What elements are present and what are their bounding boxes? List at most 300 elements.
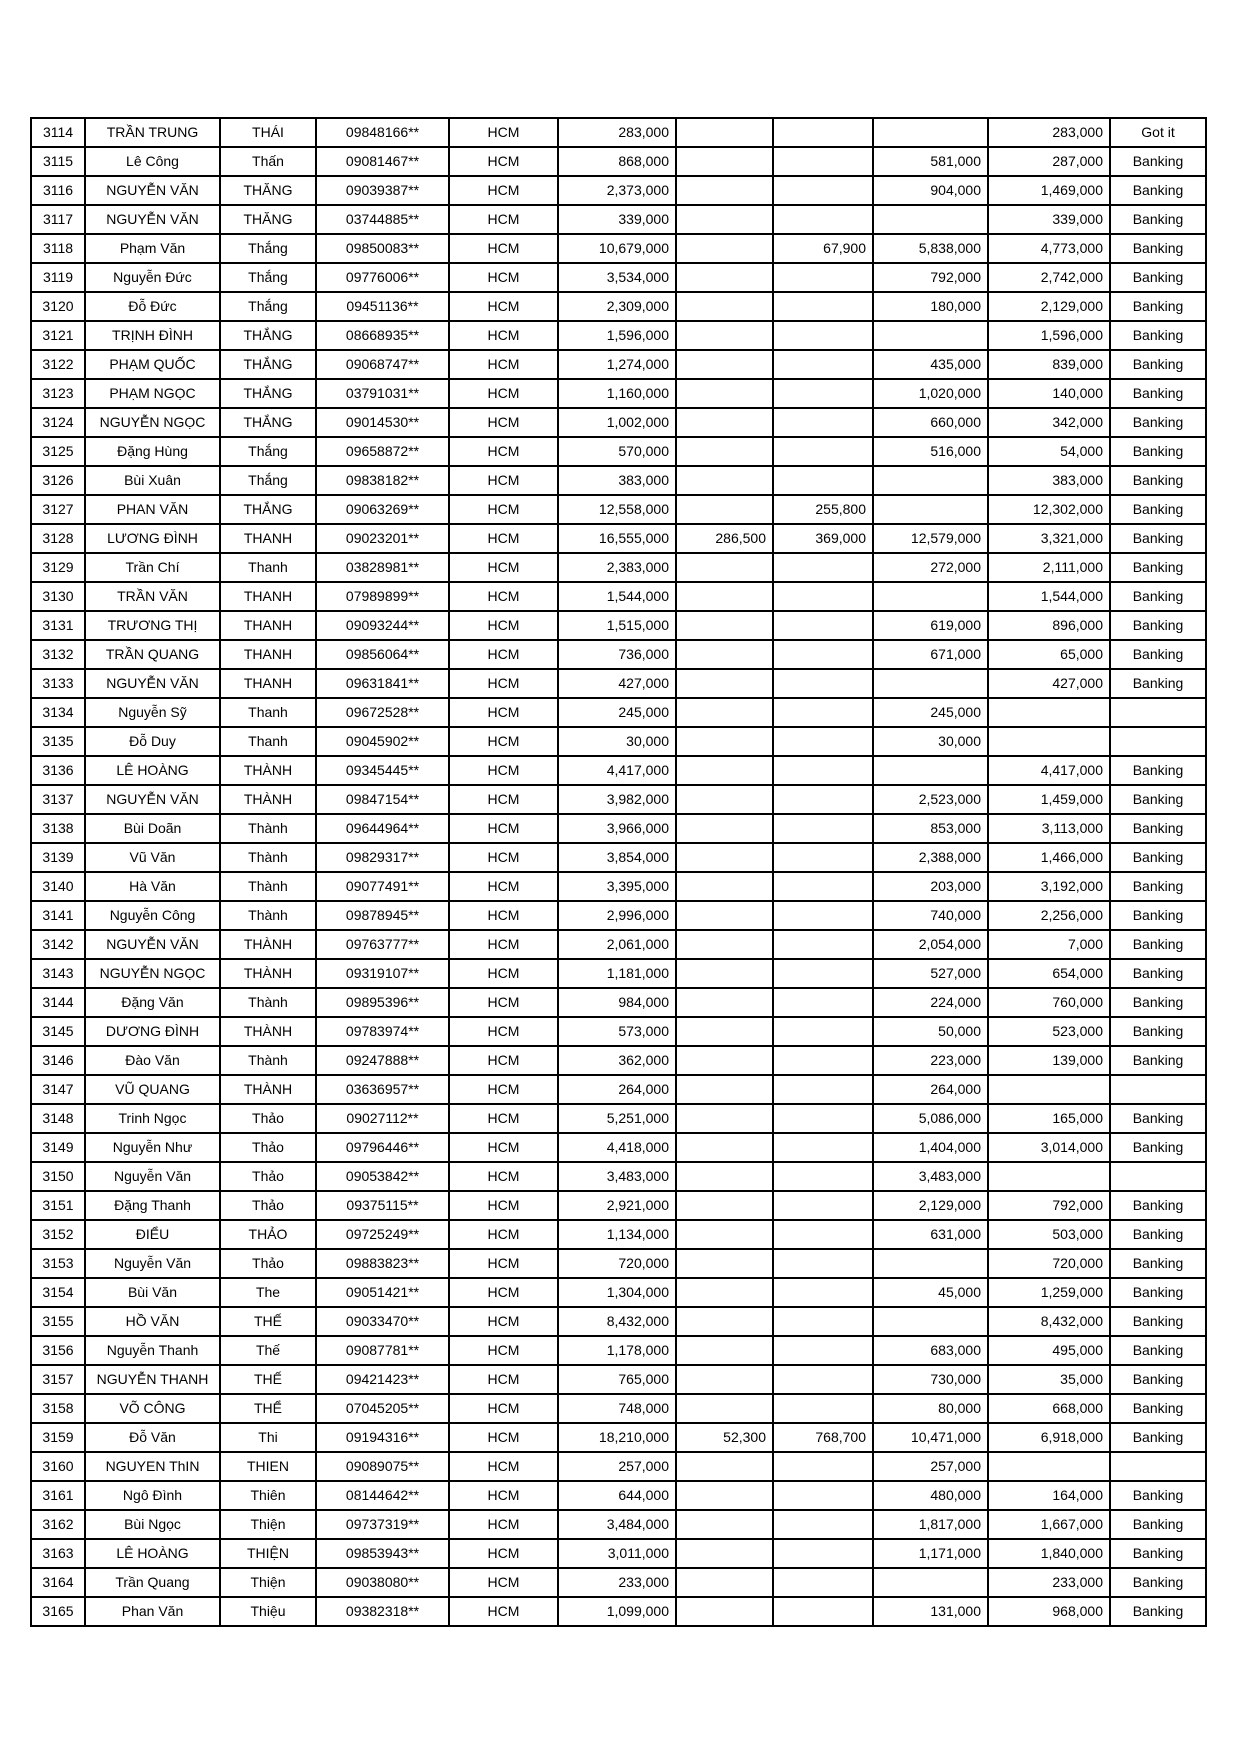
cell-location: HCM bbox=[449, 1046, 558, 1075]
cell-amount_3 bbox=[773, 640, 873, 669]
cell-location: HCM bbox=[449, 495, 558, 524]
cell-last_name: Thắng bbox=[220, 234, 316, 263]
cell-status: Banking bbox=[1110, 814, 1206, 843]
cell-amount_2 bbox=[676, 1307, 773, 1336]
cell-id: 3143 bbox=[31, 959, 85, 988]
cell-id: 3140 bbox=[31, 872, 85, 901]
cell-given_name: Đào Văn bbox=[85, 1046, 220, 1075]
cell-amount_2 bbox=[676, 1017, 773, 1046]
cell-id: 3115 bbox=[31, 147, 85, 176]
cell-amount_1: 383,000 bbox=[558, 466, 676, 495]
cell-amount_1: 573,000 bbox=[558, 1017, 676, 1046]
cell-location: HCM bbox=[449, 1220, 558, 1249]
cell-last_name: THÀNH bbox=[220, 1017, 316, 1046]
cell-phone_masked: 09014530** bbox=[316, 408, 449, 437]
cell-status: Banking bbox=[1110, 234, 1206, 263]
cell-last_name: Thảo bbox=[220, 1191, 316, 1220]
cell-amount_5: 1,459,000 bbox=[988, 785, 1110, 814]
cell-amount_5: 495,000 bbox=[988, 1336, 1110, 1365]
cell-amount_3: 369,000 bbox=[773, 524, 873, 553]
cell-amount_2 bbox=[676, 698, 773, 727]
cell-location: HCM bbox=[449, 205, 558, 234]
table-row bbox=[31, 785, 1206, 814]
cell-given_name: Nguyễn Như bbox=[85, 1133, 220, 1162]
cell-location: HCM bbox=[449, 321, 558, 350]
cell-last_name: Thảo bbox=[220, 1104, 316, 1133]
cell-amount_3 bbox=[773, 205, 873, 234]
cell-id: 3123 bbox=[31, 379, 85, 408]
cell-amount_5: 1,466,000 bbox=[988, 843, 1110, 872]
cell-amount_2 bbox=[676, 959, 773, 988]
cell-id: 3145 bbox=[31, 1017, 85, 1046]
cell-amount_1: 2,921,000 bbox=[558, 1191, 676, 1220]
cell-amount_5: 339,000 bbox=[988, 205, 1110, 234]
cell-phone_masked: 09878945** bbox=[316, 901, 449, 930]
cell-given_name: LÊ HOÀNG bbox=[85, 1539, 220, 1568]
cell-amount_5: 283,000 bbox=[988, 118, 1110, 147]
cell-amount_2: 286,500 bbox=[676, 524, 773, 553]
cell-amount_5: 427,000 bbox=[988, 669, 1110, 698]
cell-last_name: THẮNG bbox=[220, 321, 316, 350]
cell-given_name: Nguyễn Sỹ bbox=[85, 698, 220, 727]
cell-amount_3 bbox=[773, 147, 873, 176]
cell-id: 3149 bbox=[31, 1133, 85, 1162]
cell-phone_masked: 09345445** bbox=[316, 756, 449, 785]
cell-amount_2 bbox=[676, 1133, 773, 1162]
cell-amount_1: 1,099,000 bbox=[558, 1597, 676, 1626]
cell-phone_masked: 03791031** bbox=[316, 379, 449, 408]
cell-given_name: HỒ VĂN bbox=[85, 1307, 220, 1336]
cell-location: HCM bbox=[449, 1481, 558, 1510]
cell-status: Banking bbox=[1110, 756, 1206, 785]
cell-amount_5: 839,000 bbox=[988, 350, 1110, 379]
cell-id: 3155 bbox=[31, 1307, 85, 1336]
cell-amount_4: 527,000 bbox=[873, 959, 988, 988]
cell-amount_3 bbox=[773, 1046, 873, 1075]
cell-status: Banking bbox=[1110, 437, 1206, 466]
cell-amount_5: 1,469,000 bbox=[988, 176, 1110, 205]
cell-id: 3119 bbox=[31, 263, 85, 292]
cell-location: HCM bbox=[449, 669, 558, 698]
cell-amount_1: 2,309,000 bbox=[558, 292, 676, 321]
cell-amount_3 bbox=[773, 1220, 873, 1249]
cell-phone_masked: 09725249** bbox=[316, 1220, 449, 1249]
cell-location: HCM bbox=[449, 350, 558, 379]
cell-id: 3128 bbox=[31, 524, 85, 553]
cell-amount_5: 668,000 bbox=[988, 1394, 1110, 1423]
cell-status: Banking bbox=[1110, 1191, 1206, 1220]
table-row bbox=[31, 727, 1206, 756]
table-row bbox=[31, 988, 1206, 1017]
cell-amount_3 bbox=[773, 553, 873, 582]
cell-location: HCM bbox=[449, 118, 558, 147]
cell-amount_1: 245,000 bbox=[558, 698, 676, 727]
cell-amount_5: 383,000 bbox=[988, 466, 1110, 495]
cell-id: 3129 bbox=[31, 553, 85, 582]
cell-amount_5: 968,000 bbox=[988, 1597, 1110, 1626]
cell-location: HCM bbox=[449, 263, 558, 292]
cell-phone_masked: 03828981** bbox=[316, 553, 449, 582]
cell-amount_5: 2,742,000 bbox=[988, 263, 1110, 292]
cell-phone_masked: 09856064** bbox=[316, 640, 449, 669]
table-row bbox=[31, 1539, 1206, 1568]
cell-last_name: Thảo bbox=[220, 1162, 316, 1191]
cell-phone_masked: 09838182** bbox=[316, 466, 449, 495]
cell-phone_masked: 09883823** bbox=[316, 1249, 449, 1278]
cell-id: 3126 bbox=[31, 466, 85, 495]
table-row bbox=[31, 1597, 1206, 1626]
cell-amount_2 bbox=[676, 1220, 773, 1249]
cell-amount_5: 54,000 bbox=[988, 437, 1110, 466]
cell-location: HCM bbox=[449, 611, 558, 640]
cell-amount_4: 45,000 bbox=[873, 1278, 988, 1307]
cell-amount_2 bbox=[676, 872, 773, 901]
cell-amount_5: 4,417,000 bbox=[988, 756, 1110, 785]
cell-amount_1: 8,432,000 bbox=[558, 1307, 676, 1336]
cell-amount_5: 720,000 bbox=[988, 1249, 1110, 1278]
cell-amount_5: 523,000 bbox=[988, 1017, 1110, 1046]
cell-amount_4 bbox=[873, 582, 988, 611]
cell-amount_3 bbox=[773, 1539, 873, 1568]
cell-amount_2 bbox=[676, 988, 773, 1017]
cell-given_name: Lê Công bbox=[85, 147, 220, 176]
cell-amount_2 bbox=[676, 1510, 773, 1539]
cell-amount_1: 4,418,000 bbox=[558, 1133, 676, 1162]
cell-id: 3134 bbox=[31, 698, 85, 727]
cell-last_name: THẮNG bbox=[220, 408, 316, 437]
cell-amount_4: 853,000 bbox=[873, 814, 988, 843]
cell-last_name: Thiện bbox=[220, 1510, 316, 1539]
cell-amount_4: 671,000 bbox=[873, 640, 988, 669]
cell-amount_4: 203,000 bbox=[873, 872, 988, 901]
cell-amount_2 bbox=[676, 901, 773, 930]
cell-last_name: THĂNG bbox=[220, 176, 316, 205]
cell-location: HCM bbox=[449, 1510, 558, 1539]
cell-location: HCM bbox=[449, 640, 558, 669]
cell-amount_5 bbox=[988, 727, 1110, 756]
cell-amount_2 bbox=[676, 1365, 773, 1394]
cell-last_name: THÀNH bbox=[220, 959, 316, 988]
cell-amount_1: 984,000 bbox=[558, 988, 676, 1017]
cell-given_name: TRẦN QUANG bbox=[85, 640, 220, 669]
cell-status: Banking bbox=[1110, 959, 1206, 988]
cell-last_name: Thấn bbox=[220, 147, 316, 176]
cell-amount_3 bbox=[773, 1278, 873, 1307]
cell-phone_masked: 09247888** bbox=[316, 1046, 449, 1075]
cell-amount_1: 2,996,000 bbox=[558, 901, 676, 930]
cell-amount_1: 257,000 bbox=[558, 1452, 676, 1481]
cell-last_name: Thành bbox=[220, 814, 316, 843]
cell-amount_3 bbox=[773, 1191, 873, 1220]
cell-amount_5: 7,000 bbox=[988, 930, 1110, 959]
cell-status bbox=[1110, 727, 1206, 756]
cell-amount_4: 224,000 bbox=[873, 988, 988, 1017]
cell-amount_2 bbox=[676, 669, 773, 698]
cell-last_name: Thanh bbox=[220, 553, 316, 582]
cell-amount_4: 10,471,000 bbox=[873, 1423, 988, 1452]
cell-last_name: THẢO bbox=[220, 1220, 316, 1249]
cell-id: 3162 bbox=[31, 1510, 85, 1539]
table-row bbox=[31, 872, 1206, 901]
cell-status: Banking bbox=[1110, 640, 1206, 669]
cell-amount_1: 3,966,000 bbox=[558, 814, 676, 843]
cell-amount_3 bbox=[773, 814, 873, 843]
cell-amount_4: 2,054,000 bbox=[873, 930, 988, 959]
cell-given_name: Đặng Văn bbox=[85, 988, 220, 1017]
table-row bbox=[31, 582, 1206, 611]
cell-status: Banking bbox=[1110, 321, 1206, 350]
cell-amount_4: 1,404,000 bbox=[873, 1133, 988, 1162]
cell-amount_4: 3,483,000 bbox=[873, 1162, 988, 1191]
cell-id: 3164 bbox=[31, 1568, 85, 1597]
cell-amount_2 bbox=[676, 1452, 773, 1481]
cell-given_name: TRẦN VĂN bbox=[85, 582, 220, 611]
table-row bbox=[31, 263, 1206, 292]
cell-id: 3142 bbox=[31, 930, 85, 959]
cell-phone_masked: 09023201** bbox=[316, 524, 449, 553]
cell-amount_2 bbox=[676, 118, 773, 147]
cell-given_name: NGUYỄN NGỌC bbox=[85, 408, 220, 437]
cell-given_name: Đỗ Duy bbox=[85, 727, 220, 756]
cell-phone_masked: 09093244** bbox=[316, 611, 449, 640]
table-row bbox=[31, 379, 1206, 408]
cell-location: HCM bbox=[449, 1278, 558, 1307]
cell-location: HCM bbox=[449, 872, 558, 901]
cell-status: Banking bbox=[1110, 930, 1206, 959]
cell-id: 3125 bbox=[31, 437, 85, 466]
cell-given_name: Bùi Doãn bbox=[85, 814, 220, 843]
cell-amount_1: 1,134,000 bbox=[558, 1220, 676, 1249]
cell-status: Banking bbox=[1110, 1336, 1206, 1365]
cell-given_name: TRỊNH ĐÌNH bbox=[85, 321, 220, 350]
cell-status: Banking bbox=[1110, 1104, 1206, 1133]
cell-status: Banking bbox=[1110, 1510, 1206, 1539]
cell-amount_2 bbox=[676, 1075, 773, 1104]
table-row bbox=[31, 350, 1206, 379]
cell-status: Banking bbox=[1110, 1278, 1206, 1307]
cell-amount_1: 18,210,000 bbox=[558, 1423, 676, 1452]
cell-amount_2 bbox=[676, 437, 773, 466]
records-table-body bbox=[31, 118, 1206, 1626]
cell-amount_5: 896,000 bbox=[988, 611, 1110, 640]
cell-amount_2 bbox=[676, 611, 773, 640]
table-row bbox=[31, 1307, 1206, 1336]
table-row bbox=[31, 640, 1206, 669]
cell-location: HCM bbox=[449, 1336, 558, 1365]
cell-given_name: LƯƠNG ĐÌNH bbox=[85, 524, 220, 553]
cell-phone_masked: 03636957** bbox=[316, 1075, 449, 1104]
cell-amount_1: 16,555,000 bbox=[558, 524, 676, 553]
cell-amount_5: 35,000 bbox=[988, 1365, 1110, 1394]
cell-id: 3117 bbox=[31, 205, 85, 234]
cell-amount_1: 2,061,000 bbox=[558, 930, 676, 959]
cell-id: 3151 bbox=[31, 1191, 85, 1220]
cell-given_name: PHẠM NGỌC bbox=[85, 379, 220, 408]
cell-id: 3138 bbox=[31, 814, 85, 843]
cell-id: 3127 bbox=[31, 495, 85, 524]
cell-status: Banking bbox=[1110, 611, 1206, 640]
cell-location: HCM bbox=[449, 466, 558, 495]
cell-amount_4: 80,000 bbox=[873, 1394, 988, 1423]
table-row bbox=[31, 1278, 1206, 1307]
cell-amount_4: 516,000 bbox=[873, 437, 988, 466]
cell-last_name: THẾ bbox=[220, 1365, 316, 1394]
cell-id: 3160 bbox=[31, 1452, 85, 1481]
cell-last_name: THANH bbox=[220, 524, 316, 553]
cell-amount_3 bbox=[773, 901, 873, 930]
cell-amount_3 bbox=[773, 611, 873, 640]
cell-amount_3 bbox=[773, 872, 873, 901]
table-row bbox=[31, 176, 1206, 205]
cell-amount_5: 1,596,000 bbox=[988, 321, 1110, 350]
cell-location: HCM bbox=[449, 1365, 558, 1394]
cell-amount_3 bbox=[773, 1394, 873, 1423]
cell-location: HCM bbox=[449, 1133, 558, 1162]
cell-given_name: NGUYỄN VĂN bbox=[85, 669, 220, 698]
cell-id: 3122 bbox=[31, 350, 85, 379]
cell-amount_3 bbox=[773, 1075, 873, 1104]
cell-amount_4: 581,000 bbox=[873, 147, 988, 176]
cell-id: 3121 bbox=[31, 321, 85, 350]
cell-amount_2 bbox=[676, 1336, 773, 1365]
cell-id: 3139 bbox=[31, 843, 85, 872]
cell-last_name: Thành bbox=[220, 988, 316, 1017]
cell-amount_4: 480,000 bbox=[873, 1481, 988, 1510]
cell-amount_5: 1,259,000 bbox=[988, 1278, 1110, 1307]
cell-id: 3141 bbox=[31, 901, 85, 930]
cell-given_name: Trần Chí bbox=[85, 553, 220, 582]
cell-amount_1: 1,274,000 bbox=[558, 350, 676, 379]
cell-amount_4: 683,000 bbox=[873, 1336, 988, 1365]
cell-last_name: THĂNG bbox=[220, 205, 316, 234]
cell-phone_masked: 07989899** bbox=[316, 582, 449, 611]
cell-given_name: Phan Văn bbox=[85, 1597, 220, 1626]
cell-status: Banking bbox=[1110, 205, 1206, 234]
cell-given_name: VÕ CÔNG bbox=[85, 1394, 220, 1423]
cell-phone_masked: 09382318** bbox=[316, 1597, 449, 1626]
cell-location: HCM bbox=[449, 988, 558, 1017]
cell-last_name: THẮNG bbox=[220, 350, 316, 379]
cell-amount_3 bbox=[773, 408, 873, 437]
cell-amount_4: 792,000 bbox=[873, 263, 988, 292]
cell-amount_2 bbox=[676, 176, 773, 205]
cell-amount_5: 287,000 bbox=[988, 147, 1110, 176]
cell-amount_3 bbox=[773, 669, 873, 698]
cell-given_name: Phạm Văn bbox=[85, 234, 220, 263]
cell-given_name: Đỗ Văn bbox=[85, 1423, 220, 1452]
cell-amount_4: 1,020,000 bbox=[873, 379, 988, 408]
cell-amount_2 bbox=[676, 1104, 773, 1133]
cell-status: Banking bbox=[1110, 1365, 1206, 1394]
cell-last_name: Thế bbox=[220, 1336, 316, 1365]
cell-location: HCM bbox=[449, 756, 558, 785]
cell-amount_3 bbox=[773, 379, 873, 408]
cell-given_name: Nguyễn Công bbox=[85, 901, 220, 930]
cell-amount_2 bbox=[676, 350, 773, 379]
cell-id: 3161 bbox=[31, 1481, 85, 1510]
cell-amount_3 bbox=[773, 292, 873, 321]
table-row bbox=[31, 1336, 1206, 1365]
cell-amount_5: 3,113,000 bbox=[988, 814, 1110, 843]
cell-amount_5: 2,256,000 bbox=[988, 901, 1110, 930]
cell-amount_3: 768,700 bbox=[773, 1423, 873, 1452]
cell-amount_4: 730,000 bbox=[873, 1365, 988, 1394]
cell-amount_1: 264,000 bbox=[558, 1075, 676, 1104]
cell-amount_4: 5,086,000 bbox=[873, 1104, 988, 1133]
cell-amount_4: 2,523,000 bbox=[873, 785, 988, 814]
cell-amount_3 bbox=[773, 1162, 873, 1191]
cell-amount_5: 3,321,000 bbox=[988, 524, 1110, 553]
cell-last_name: Thiên bbox=[220, 1481, 316, 1510]
cell-status: Banking bbox=[1110, 988, 1206, 1017]
cell-status: Banking bbox=[1110, 1046, 1206, 1075]
cell-amount_2 bbox=[676, 1046, 773, 1075]
cell-given_name: Trần Quang bbox=[85, 1568, 220, 1597]
cell-amount_1: 1,304,000 bbox=[558, 1278, 676, 1307]
cell-last_name: Thắng bbox=[220, 263, 316, 292]
cell-last_name: THẮNG bbox=[220, 379, 316, 408]
cell-amount_3: 255,800 bbox=[773, 495, 873, 524]
cell-amount_2 bbox=[676, 263, 773, 292]
table-row bbox=[31, 698, 1206, 727]
cell-amount_4: 12,579,000 bbox=[873, 524, 988, 553]
cell-given_name: Vũ Văn bbox=[85, 843, 220, 872]
cell-status: Banking bbox=[1110, 1539, 1206, 1568]
table-row bbox=[31, 292, 1206, 321]
cell-amount_3 bbox=[773, 1597, 873, 1626]
cell-amount_2 bbox=[676, 408, 773, 437]
cell-status: Banking bbox=[1110, 350, 1206, 379]
cell-amount_2 bbox=[676, 785, 773, 814]
cell-amount_4 bbox=[873, 495, 988, 524]
cell-amount_1: 1,181,000 bbox=[558, 959, 676, 988]
cell-amount_1: 570,000 bbox=[558, 437, 676, 466]
table-row bbox=[31, 611, 1206, 640]
cell-amount_4: 1,817,000 bbox=[873, 1510, 988, 1539]
cell-amount_1: 339,000 bbox=[558, 205, 676, 234]
cell-phone_masked: 09077491** bbox=[316, 872, 449, 901]
cell-amount_4: 257,000 bbox=[873, 1452, 988, 1481]
cell-amount_3 bbox=[773, 930, 873, 959]
cell-status bbox=[1110, 1452, 1206, 1481]
cell-amount_5: 2,111,000 bbox=[988, 553, 1110, 582]
cell-amount_1: 765,000 bbox=[558, 1365, 676, 1394]
cell-last_name: Thành bbox=[220, 872, 316, 901]
cell-status: Banking bbox=[1110, 379, 1206, 408]
cell-amount_2 bbox=[676, 814, 773, 843]
cell-given_name: Nguyễn Văn bbox=[85, 1162, 220, 1191]
cell-amount_4: 660,000 bbox=[873, 408, 988, 437]
cell-amount_1: 3,483,000 bbox=[558, 1162, 676, 1191]
cell-location: HCM bbox=[449, 1191, 558, 1220]
cell-status: Banking bbox=[1110, 292, 1206, 321]
cell-amount_4: 272,000 bbox=[873, 553, 988, 582]
cell-amount_1: 12,558,000 bbox=[558, 495, 676, 524]
cell-id: 3159 bbox=[31, 1423, 85, 1452]
cell-location: HCM bbox=[449, 437, 558, 466]
cell-amount_5: 3,192,000 bbox=[988, 872, 1110, 901]
cell-phone_masked: 09451136** bbox=[316, 292, 449, 321]
cell-id: 3163 bbox=[31, 1539, 85, 1568]
cell-last_name: Thảo bbox=[220, 1133, 316, 1162]
cell-amount_3 bbox=[773, 843, 873, 872]
table-row bbox=[31, 1191, 1206, 1220]
cell-amount_1: 1,515,000 bbox=[558, 611, 676, 640]
cell-id: 3120 bbox=[31, 292, 85, 321]
table-row bbox=[31, 1046, 1206, 1075]
cell-location: HCM bbox=[449, 234, 558, 263]
table-row bbox=[31, 1162, 1206, 1191]
